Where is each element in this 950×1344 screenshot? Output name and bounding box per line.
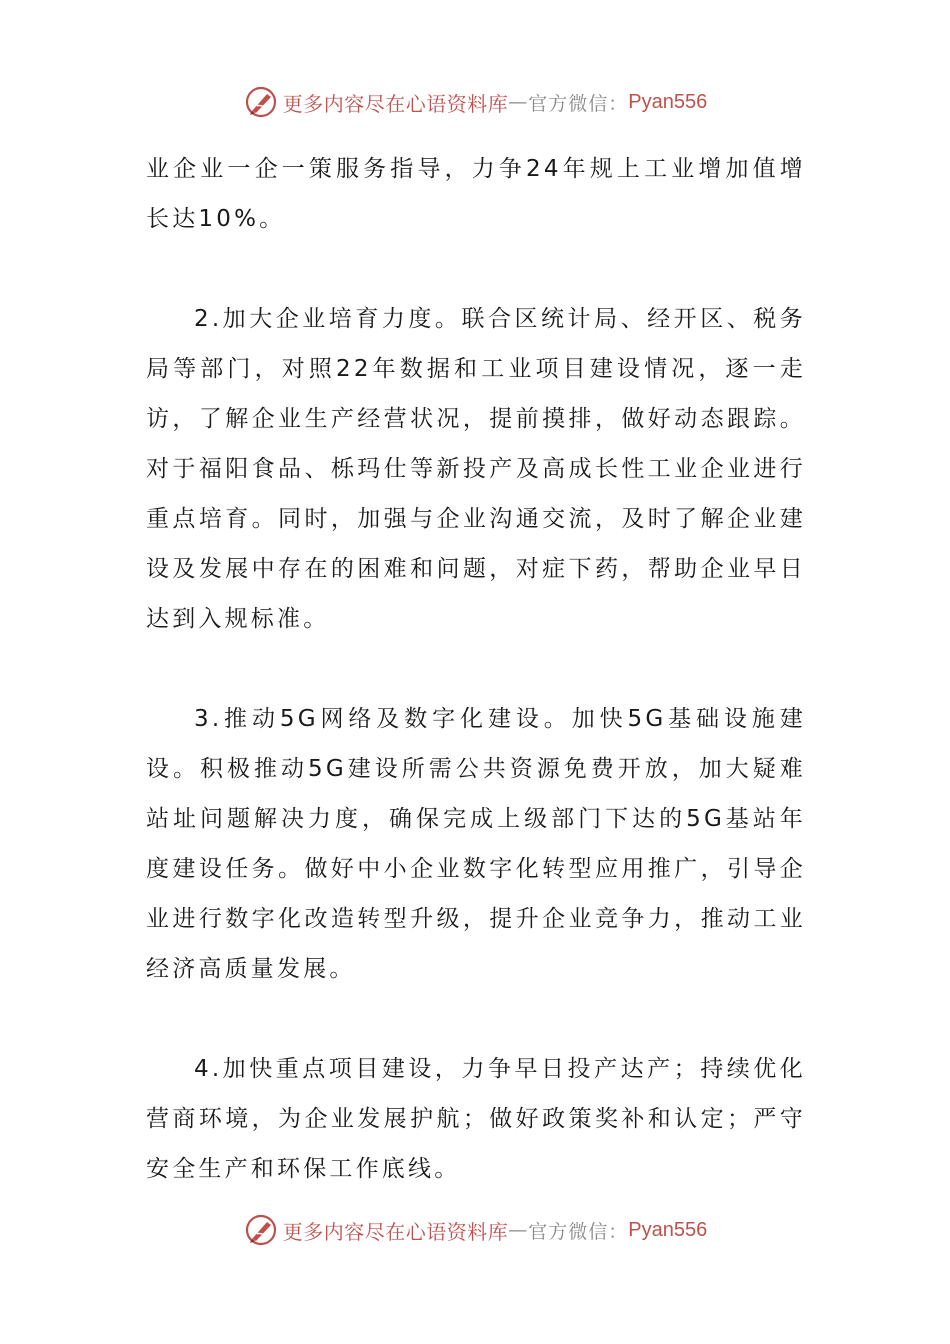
document-body: [146, 144, 806, 1194]
banner-dash: —: [508, 91, 529, 113]
banner-text: 更多内容尽在心语资料库: [282, 1219, 509, 1244]
paragraph-item-4: 4.加快重点项目建设，力争早日投产达产；持续优化营商环境，为企业发展护航；做好政策奖补和认定；严守安全生产和环保工作底线。: [146, 1056, 806, 1182]
footer-banner: [0, 1210, 950, 1250]
paragraph-item-2: 2.加大企业培育力度。联合区统计局、经开区、税务局等部门，对照22年数据和工业项目建设情况，逐一走访，了解企业生产经营状况，提前摸排，做好动态跟踪。对于福阳食品、栎玛仕等新投产及高成长性工业企业进行重点培育。同时，加强与企业沟通交流，及时了解企业建设及发展中存在的困难和问题，对症下药，帮助企业早日达到入规标准。: [146, 306, 806, 632]
header-banner: [0, 82, 950, 122]
paragraph-item-3: 3.推动5G网络及数字化建设。加快5G基础设施建设。积极推动5G建设所需公共资源免费开放，加大疑难站址问题解决力度，确保完成上级部门下达的5G基站年度建设任务。做好中小企业数字化转型应用推广，引导企业进行数字化改造转型升级，提升企业竞争力，推动工业经济高质量发展。: [146, 706, 806, 982]
paragraph-continuation: 业企业一企一策服务指导，力争24年规上工业增加值增长达10%。: [146, 156, 806, 232]
banner-text: 更多内容尽在心语资料库: [282, 91, 509, 116]
pen-logo-icon: [243, 1212, 279, 1248]
paragraph-gap: [146, 644, 806, 694]
banner-wechat-label: 官方微信：: [528, 1220, 629, 1243]
banner-wechat-id: Pyan556: [628, 1218, 708, 1241]
paragraph-gap: [146, 244, 806, 294]
banner-wechat-label: 官方微信：: [528, 92, 629, 115]
paragraph-gap: [146, 994, 806, 1044]
banner-dash: —: [508, 1219, 529, 1241]
banner-wechat-id: Pyan556: [628, 90, 708, 113]
pen-logo-icon: [243, 84, 279, 120]
